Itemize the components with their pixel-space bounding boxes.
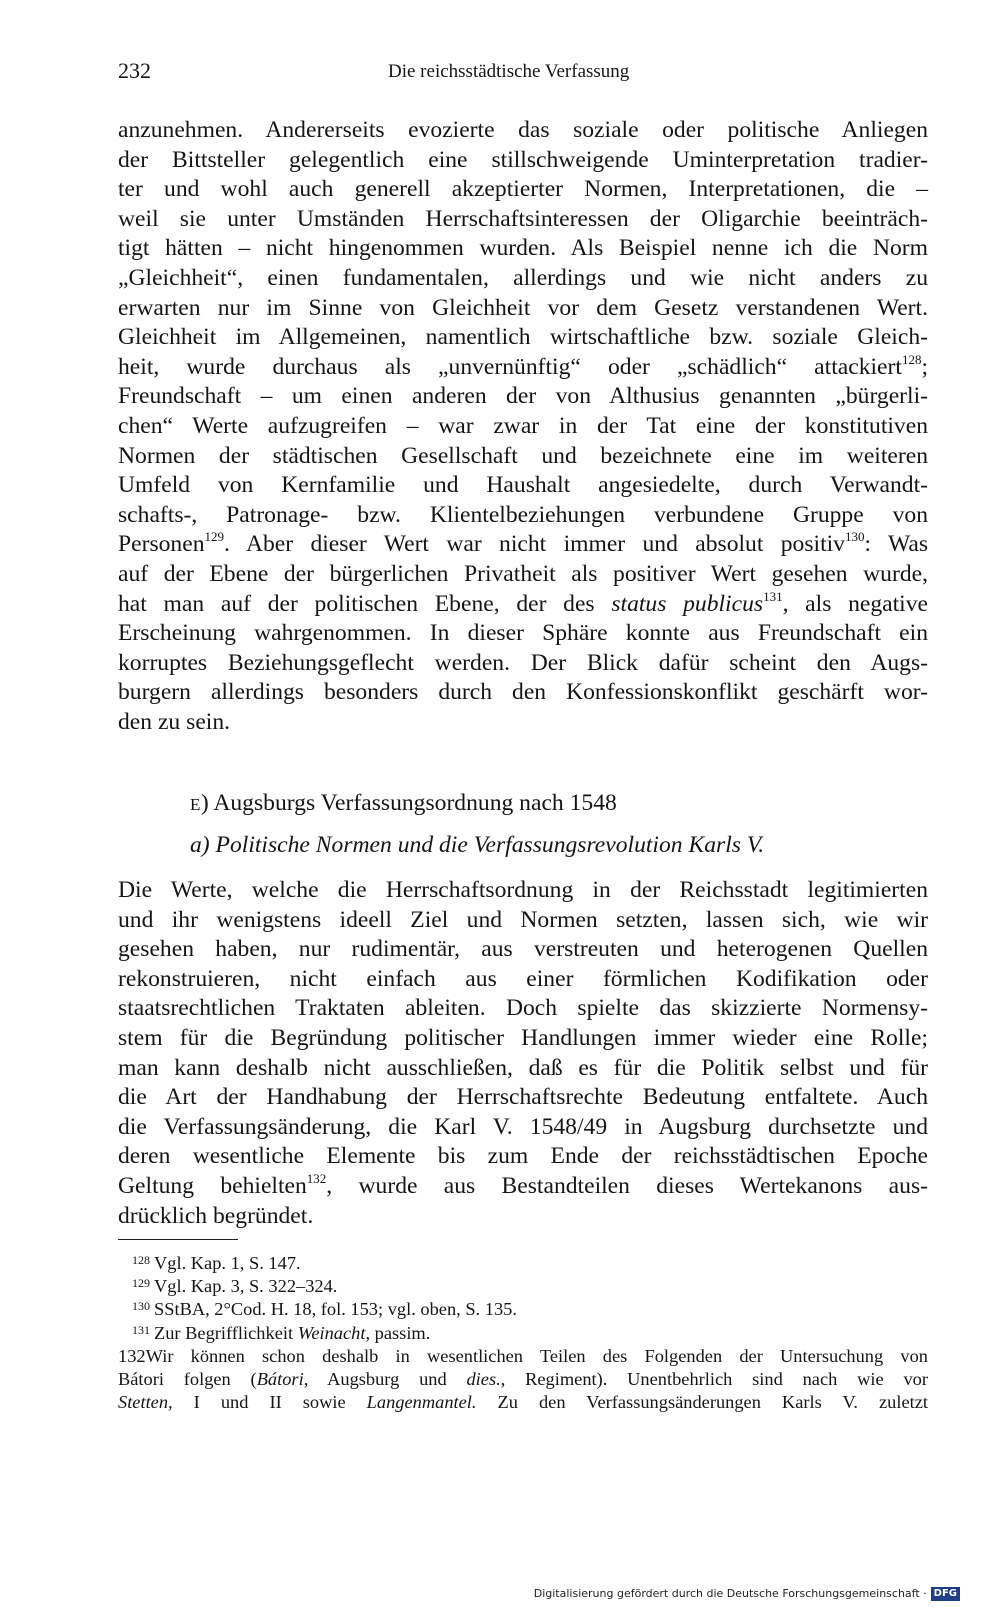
text-line: schafts-, Patronage- bzw. Klientelbeziehungen verbundene Gruppe von xyxy=(118,501,928,528)
text-line: Erscheinung wahrgenommen. In dieser Sphäre konnte aus Freundschaft ein xyxy=(118,620,928,647)
dfg-logo: DFG xyxy=(931,1587,960,1601)
text-line-part: , wurde aus Bestandteilen dieses Wertekanons aus- xyxy=(326,1172,928,1199)
text-line: gesehen haben, nur rudimentär, aus verstreuten und heterogenen Quellen xyxy=(118,936,928,963)
footnote-italic: dies. xyxy=(466,1368,501,1389)
text-line: Die Werte, welche die Herrschaftsordnung in der Reichsstadt legitimierten xyxy=(118,877,928,903)
paragraph-1 xyxy=(118,116,928,737)
footnote-text: SStBA, 2°Cod. H. 18, fol. 153; vgl. oben, S. 135. xyxy=(154,1299,517,1320)
text-line-part: : Was xyxy=(864,531,928,558)
footnote-131 xyxy=(118,1322,928,1345)
footnote-italic: Bátori xyxy=(256,1368,304,1389)
page-header xyxy=(118,56,926,90)
section-heading xyxy=(190,788,617,820)
footnote-text: I und II sowie xyxy=(172,1392,367,1413)
footnote-132 xyxy=(118,1345,928,1368)
text-line: drücklich begründet. xyxy=(118,1202,314,1229)
text-line: rekonstruieren, nicht einfach aus einer förmlichen Kodifikation oder xyxy=(118,965,928,992)
text-line xyxy=(118,530,928,560)
text-line: man kann deshalb nicht ausschließen, daß es für die Politik selbst und für xyxy=(118,1054,928,1081)
text-line: ter und wohl auch generell akzeptierter Normen, Interpretationen, die – xyxy=(118,176,928,203)
text-line xyxy=(118,353,928,383)
footnote-text: Zur Begrifflichkeit xyxy=(154,1322,298,1343)
text-line xyxy=(118,1172,928,1202)
text-line: der Bittsteller gelegentlich eine stillschweigende Uminterpretation tradier- xyxy=(118,146,928,173)
footnote-text: Wir können schon deshalb in wesentlichen Teilen des Folgenden der Untersuchung von xyxy=(145,1345,928,1366)
subsection-heading: a) Politische Normen und die Verfassungsrevolution Karls V. xyxy=(190,832,765,858)
section-letter: E xyxy=(190,795,201,814)
section-title: ) Augsburgs Verfassungsordnung nach 1548 xyxy=(200,790,617,816)
footnote-text: Bátori folgen ( xyxy=(118,1368,257,1389)
text-line-part: , als negative xyxy=(782,590,929,617)
text-line xyxy=(118,590,928,620)
digitization-credit xyxy=(534,1586,960,1602)
footnote-italic: Langenmantel. xyxy=(366,1392,477,1413)
text-line: auf der Ebene der bürgerlichen Privatheit als positiver Wert gesehen wurde, xyxy=(118,560,928,587)
footnote-number: 131 xyxy=(132,1322,150,1337)
footnotes xyxy=(118,1252,928,1414)
text-line-part: . Aber dieser Wert war nicht immer und absolut positiv xyxy=(224,531,845,558)
footnote-ref-132[interactable]: 132 xyxy=(306,1171,327,1187)
footnote-text: , Regiment). Unentbehrlich sind nach wie vor xyxy=(500,1368,928,1389)
footnote-130 xyxy=(118,1298,928,1321)
footnote-132-line xyxy=(118,1391,928,1414)
footnote-number: 132 xyxy=(118,1345,146,1366)
text-line: und ihr wenigstens ideell Ziel und Normen setzten, lassen sich, wie wir xyxy=(118,906,928,933)
text-line: Normen der städtischen Gesellschaft und bezeichnete eine im weiteren xyxy=(118,442,928,469)
footnote-ref-128[interactable]: 128 xyxy=(901,351,922,367)
footnote-text: , Augsburg und xyxy=(303,1368,467,1389)
footnote-number: 129 xyxy=(132,1276,150,1291)
text-line-part: Personen xyxy=(118,531,205,558)
paragraph-2 xyxy=(118,876,928,1231)
text-line: korruptes Beziehungsgeflecht werden. Der Blick dafür scheint den Augs- xyxy=(118,649,928,676)
text-line: Gleichheit im Allgemeinen, namentlich wirtschaftliche bzw. soziale Gleich- xyxy=(118,324,928,351)
text-line: erwarten nur im Sinne von Gleichheit vor dem Gesetz verstandenen Wert. xyxy=(118,294,928,321)
text-line: staatsrechtlichen Traktaten ableiten. Doch spielte das skizzierte Normensy- xyxy=(118,995,928,1022)
italic-term: status publicus xyxy=(611,590,764,617)
footnote-129 xyxy=(118,1275,928,1298)
text-line: burgern allerdings besonders durch den Konfessionskonflikt geschärft wor- xyxy=(118,679,928,706)
footnote-number: 130 xyxy=(132,1299,150,1314)
text-line-part: Geltung behielten xyxy=(118,1172,307,1199)
footnote-ref-129[interactable]: 129 xyxy=(204,529,224,545)
footnote-132-line xyxy=(118,1368,928,1391)
page-number: 232 xyxy=(118,58,151,83)
footnote-ref-130[interactable]: 130 xyxy=(844,529,865,545)
footnote-divider xyxy=(118,1239,238,1240)
text-line: chen“ Werte aufzugreifen – war zwar in der Tat eine der konstitutiven xyxy=(118,412,928,439)
text-line: den zu sein. xyxy=(118,708,231,735)
text-line: deren wesentliche Elemente bis zum Ende der reichsstädtischen Epoche xyxy=(118,1143,928,1170)
text-line: die Verfassungsänderung, die Karl V. 1548/49 in Augsburg durchsetzte und xyxy=(118,1113,928,1140)
text-line: stem für die Begründung politischer Handlungen immer wieder eine Rolle; xyxy=(118,1024,928,1051)
footnote-text: Zu den Verfassungsänderungen Karls V. zuletzt xyxy=(476,1392,928,1413)
footnote-128 xyxy=(118,1252,928,1275)
text-line-part: ; xyxy=(921,353,928,380)
footnote-ref-131[interactable]: 131 xyxy=(763,588,783,604)
text-line: Freundschaft – um einen anderen der von Althusius genannten „bürgerli- xyxy=(118,383,928,410)
text-line: weil sie unter Umständen Herrschaftsinteressen der Oligarchie beeinträch- xyxy=(118,205,928,232)
footnote-text: Vgl. Kap. 3, S. 322–324. xyxy=(154,1276,338,1297)
text-line: „Gleichheit“, einen fundamentalen, allerdings und wie nicht anders zu xyxy=(118,264,928,291)
footnote-italic: Stetten, xyxy=(118,1392,173,1413)
text-line: die Art der Handhabung der Herrschaftsrechte Bedeutung entfaltete. Auch xyxy=(118,1084,928,1111)
text-line: tigt hätten – nicht hingenommen wurden. Als Beispiel nenne ich die Norm xyxy=(118,235,928,262)
text-line: anzunehmen. Andererseits evozierte das soziale oder politische Anliegen xyxy=(118,117,928,143)
footnote-text: , passim. xyxy=(365,1322,431,1343)
footnote-italic: Weinacht xyxy=(297,1322,366,1343)
credit-text: Digitalisierung gefördert durch die Deutsche Forschungsgemeinschaft · xyxy=(533,1587,927,1600)
footnote-number: 128 xyxy=(132,1253,150,1267)
text-line: Umfeld von Kernfamilie und Haushalt angesiedelte, durch Verwandt- xyxy=(118,472,928,499)
text-line-part: heit, wurde durchaus als „unvernünftig“ oder „schädlich“ attackiert xyxy=(118,353,902,380)
running-head: Die reichsstädtische Verfassung xyxy=(388,61,630,82)
text-line-part: hat man auf der politischen Ebene, der des xyxy=(118,590,595,617)
footnote-text: Vgl. Kap. 1, S. 147. xyxy=(154,1253,301,1273)
